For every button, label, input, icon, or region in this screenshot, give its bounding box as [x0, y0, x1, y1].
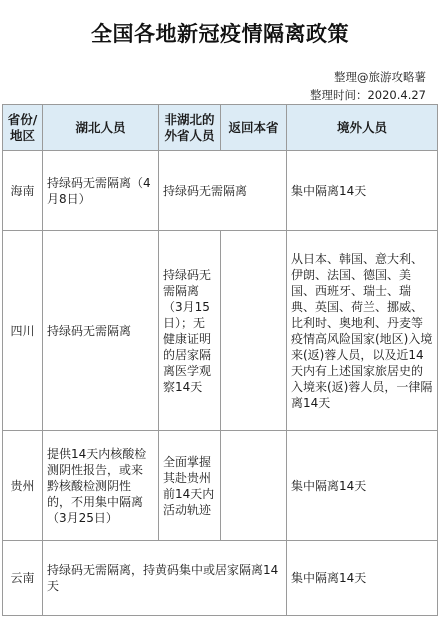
credit-date: 整理时间：2020.4.27	[309, 88, 426, 102]
region-cell: 四川	[3, 231, 43, 431]
other-provinces-cell: 持绿码无需隔离	[159, 151, 287, 231]
header-overseas: 境外人员	[287, 105, 438, 151]
table-row	[3, 151, 438, 231]
table-header-row	[3, 105, 438, 151]
overseas-cell: 集中隔离14天	[287, 541, 438, 616]
overseas-cell: 从日本、韩国、意大利、伊朗、法国、德国、美国、西班牙、瑞士、瑞典、英国、荷兰、挪威、比利时、奥地利、丹麦等疫情高风险国家(地区)入境来(返)蓉人员，以及近14天内有上述国家旅居史的入境来(返)蓉人员，一律隔离14天	[287, 231, 438, 431]
header-other-provinces: 非湖北的外省人员	[159, 105, 221, 151]
other-provinces-cell: 持绿码无需隔离（3月15日）；无健康证明的居家隔离医学观察14天	[159, 231, 221, 431]
header-hubei: 湖北人员	[43, 105, 159, 151]
table-row	[3, 431, 438, 541]
other-provinces-cell: 全面掌握其赴贵州前14天内活动轨迹	[159, 431, 221, 541]
hubei-cell: 持绿码无需隔离（4月8日）	[43, 151, 159, 231]
region-cell: 云南	[3, 541, 43, 616]
region-cell: 海南	[3, 151, 43, 231]
domestic-cell: 持绿码无需隔离，持黄码集中或居家隔离14天	[43, 541, 287, 616]
credit-block	[310, 68, 426, 104]
page-title: 全国各地新冠疫情隔离政策	[91, 22, 349, 46]
return-home-cell	[221, 431, 287, 541]
overseas-cell: 集中隔离14天	[287, 431, 438, 541]
credit-author: 整理@旅游攻略薯	[334, 70, 426, 84]
region-cell: 贵州	[3, 431, 43, 541]
header-return-home: 返回本省	[221, 105, 287, 151]
hubei-cell: 持绿码无需隔离	[43, 231, 159, 431]
policy-table	[2, 104, 438, 616]
hubei-cell: 提供14天内核酸检测阴性报告，或来黔核酸检测阴性的，不用集中隔离（3月25日）	[43, 431, 159, 541]
table-row	[3, 231, 438, 431]
title-banner	[0, 0, 440, 66]
overseas-cell: 集中隔离14天	[287, 151, 438, 231]
header-region: 省份/地区	[3, 105, 43, 151]
return-home-cell	[221, 231, 287, 431]
table-row	[3, 541, 438, 616]
